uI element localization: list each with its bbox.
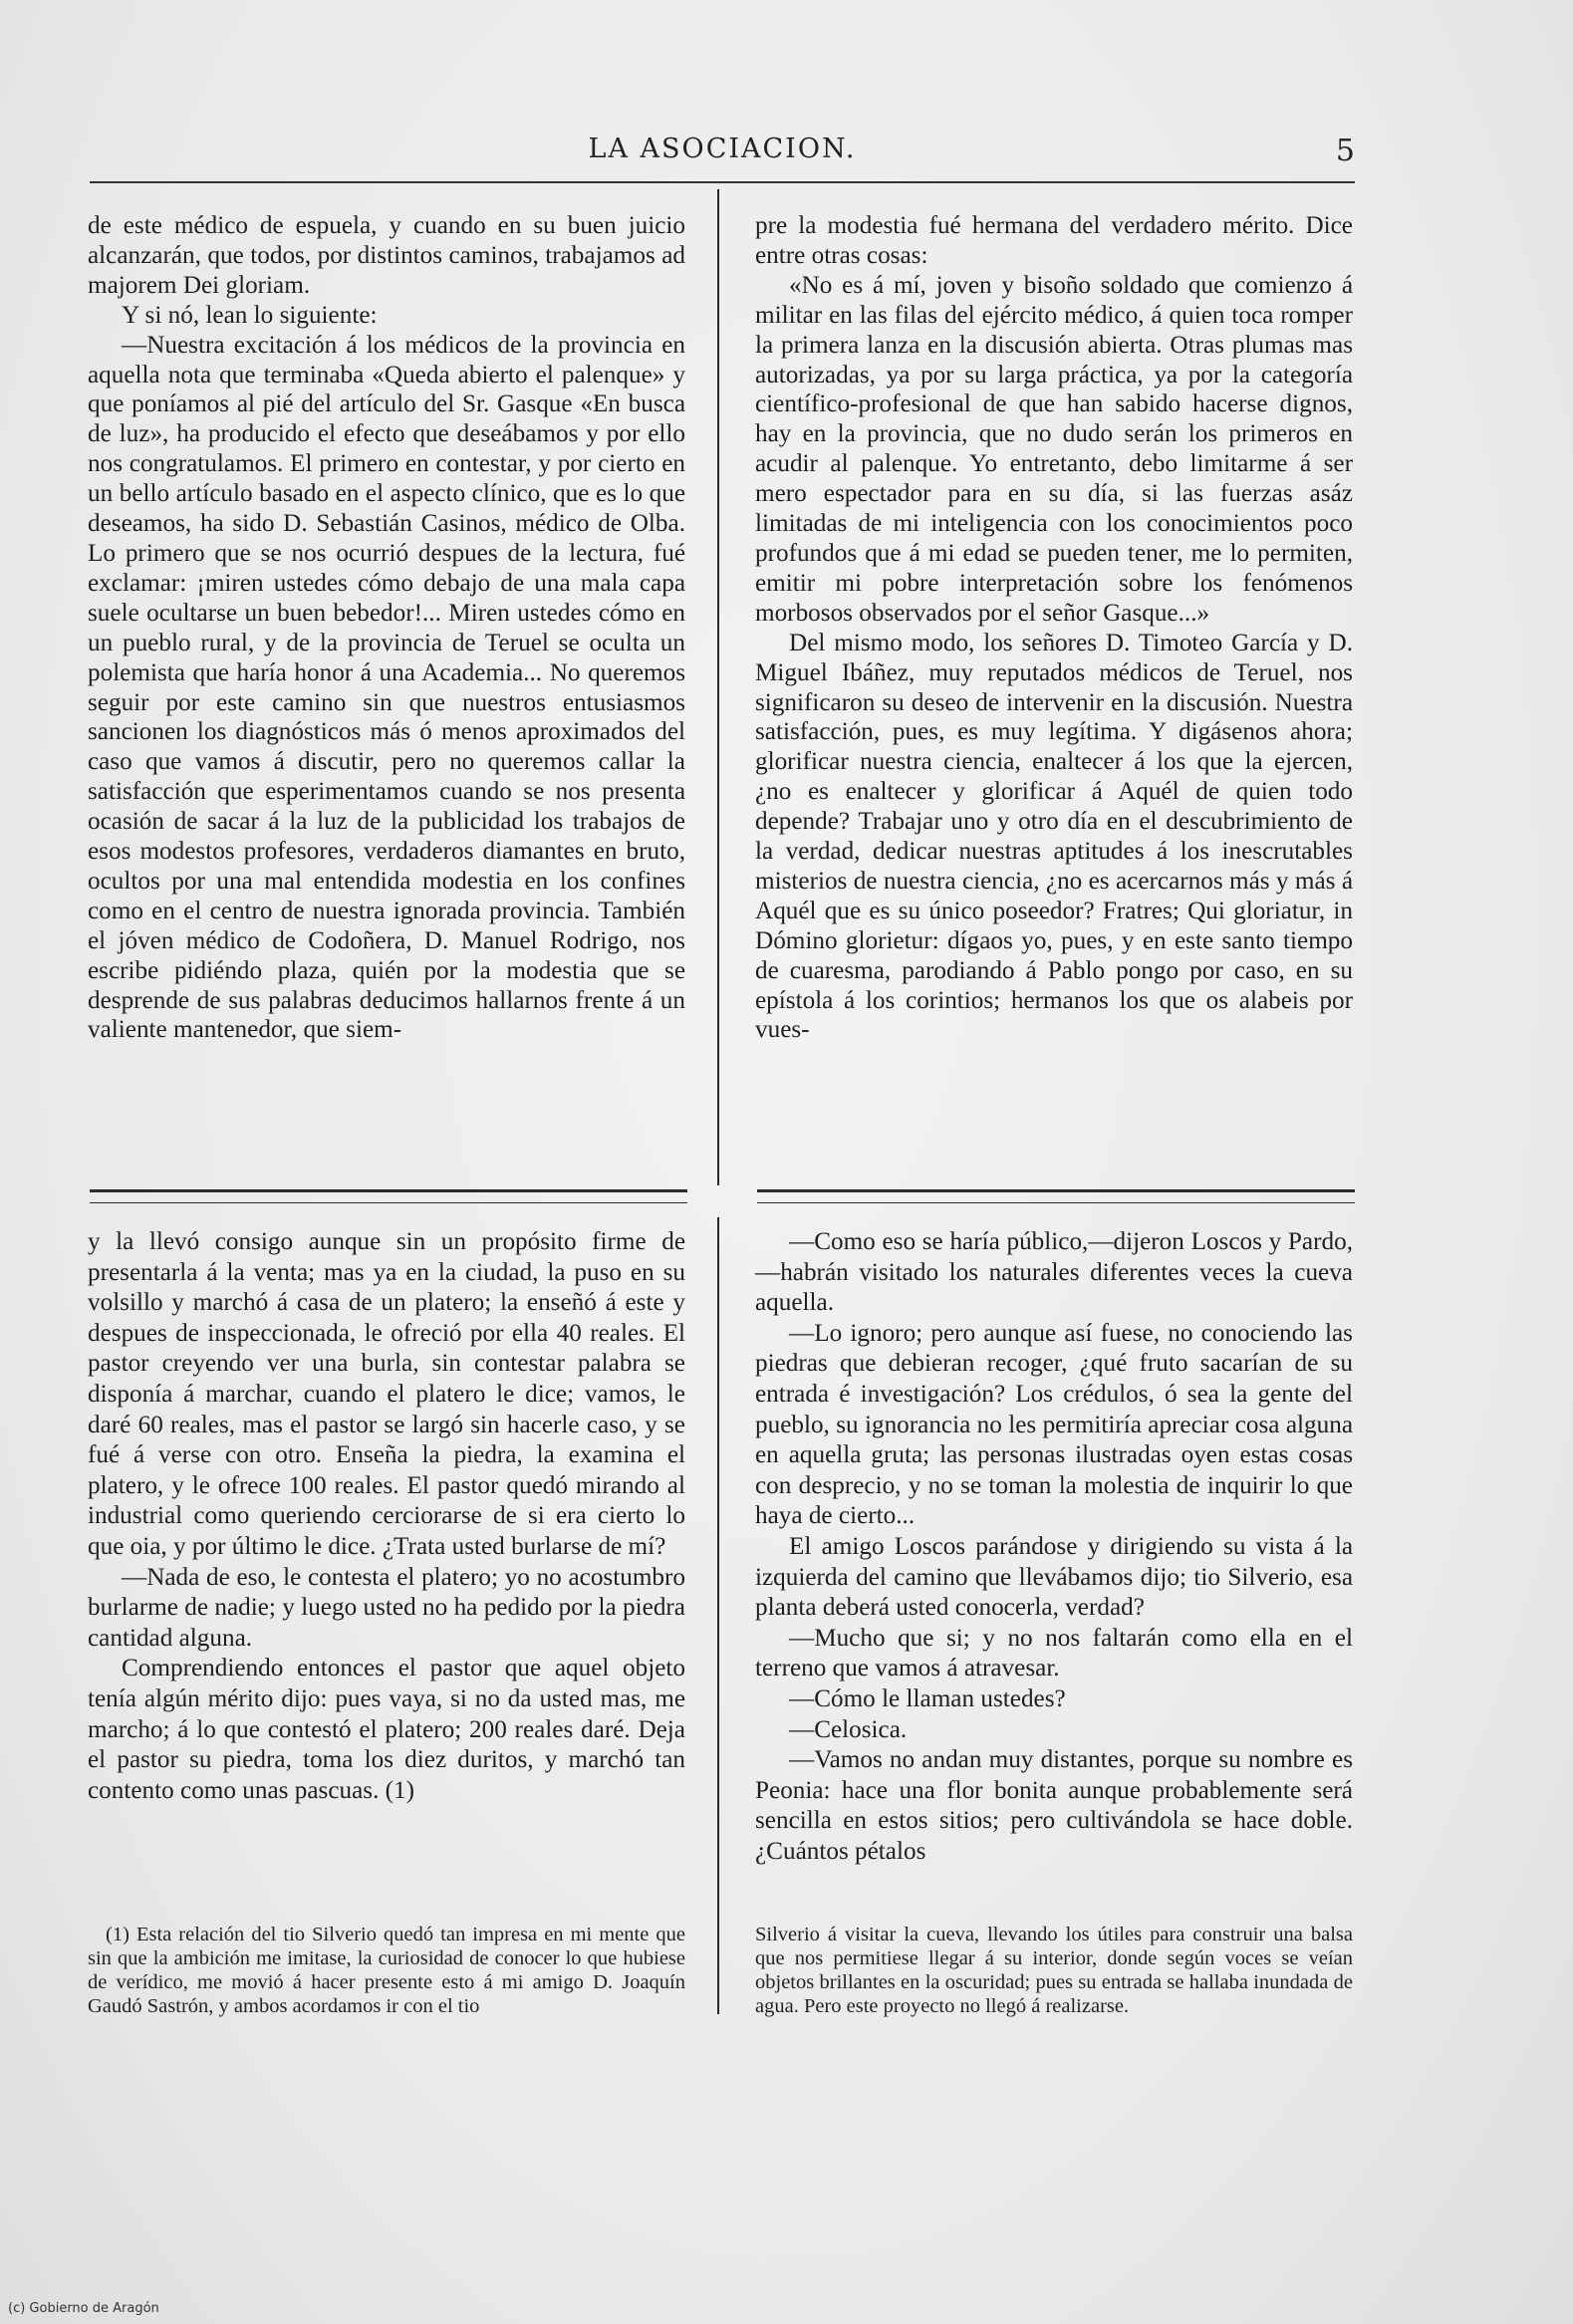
section-separator-right: [757, 1189, 1355, 1203]
paragraph: Del mismo modo, los señores D. Timoteo García y D. Miguel Ibáñez, muy reputados médicos de Teruel, nos significaron su deseo de intervenir en la discusión. Nuestra satisfacción, pues, es muy legítima. Y digásenos ahora; glorificar nuestra ciencia, enaltecer á los que la ejercen, ¿no es enaltecer y glorificar á Aquél de quien todo depende? Trabajar uno y otro día en el descubrimiento de la verdad, dedicar nuestras aptitudes á los inescrutables misterios de nuestra ciencia, ¿no es acercarnos más y más á Aquél que es su único poseedor? Fratres; Qui gloriatur, in Dómino glorietur: dígaos yo, pues, y en este santo tiempo de cuaresma, parodiando á Pablo pongo por caso, en su epístola á los corintios; hermanos los que os alabeis por vues-: [755, 629, 1353, 1044]
paragraph: —Nada de eso, le contesta el platero; yo no acostumbro burlarme de nadie; y luego usted no ha pedido por la piedra cantidad alguna.: [88, 1563, 685, 1652]
paragraph: —Como eso se haría público,—dijeron Loscos y Pardo,—habrán visitado los naturales diferentes veces la cueva aquella.: [755, 1228, 1353, 1317]
running-title: LA ASOCIACION.: [588, 133, 857, 164]
paragraph: Comprendiendo entonces el pastor que aquel objeto tenía algún mérito dijo: pues vaya, si no da usted mas, me marcho; á lo que contestó el platero; 200 reales daré. Deja el pastor su piedra, toma los diez duritos, y marchó tan contento como unas pascuas. (1): [88, 1655, 685, 1804]
copyright-credit: (c) Gobierno de Aragón: [8, 2301, 159, 2316]
column-divider-top: [717, 189, 719, 1185]
paragraph: Y si nó, lean lo siguiente:: [122, 301, 378, 329]
bottom-left-column: [88, 1227, 685, 1806]
paragraph: —Cómo le llaman ustedes?: [789, 1684, 1066, 1712]
paragraph: «No es á mí, joven y bisoño soldado que comienzo á militar en las filas del ejército médico, á quien toca romper la primera lanza en la discusión abierta. Otras plumas mas autorizadas, ya por su larga práctica, ya por la categoría científico-profesional de que han sabido hacerse dignos, hay en la provincia, que no dudo serán los primeros en acudir al palenque. Yo entretanto, debo limitarme á ser mero espectador para en su día, si las fuerzas asáz limitadas de mi inteligencia con los conocimientos poco profundos que á mi edad se pueden tener, me lo permiten, emitir mi pobre interpretación sobre los fenómenos morbosos observados por el señor Gasque...»: [755, 271, 1353, 627]
paragraph: —Mucho que si; y no nos faltarán como ella en el terreno que vamos á atravesar.: [755, 1624, 1353, 1682]
page-number: 5: [1335, 133, 1355, 168]
paragraph: y la llevó consigo aunque sin un propósito firme de presentarla á la venta; mas ya en la ciudad, la puso en su volsillo y marchó á casa de un platero; la enseñó á este y despues de inspeccionada, le ofreció por ella 40 reales. El pastor creyendo ver una burla, sin contestar palabra se disponía á marchar, cuando el platero le dice; vamos, le daré 60 reales, mas el pastor se largó sin hacerle caso, y se fué á verse con otro. Enseña la piedra, la examina el platero, y le ofrece 100 reales. El pastor quedó mirando al industrial como queriendo cerciorarse de si era cierto lo que oia, y por último le dice. ¿Trata usted burlarse de mí?: [88, 1228, 685, 1560]
paragraph: —Celosica.: [789, 1715, 908, 1743]
header-rule: [90, 181, 1355, 183]
section-separator-left: [90, 1189, 687, 1203]
page-header: [90, 129, 1355, 179]
column-divider-bottom: [717, 1217, 719, 2014]
footnote-left: (1) Esta relación del tio Silverio quedó tan impresa en mi mente que sin que la ambición me imitase, la curiosidad de conocer lo que hubiese de verídico, me movió á hacer presente esto á mi amigo D. Joaquín Gaudó Sastrón, y ambos acordamos ir con el tio: [88, 1924, 685, 2017]
top-right-column: [755, 211, 1353, 1045]
paragraph: El amigo Loscos parándose y dirigiendo su vista á la izquierda del camino que llevábamos dijo; tio Silverio, esa planta deberá usted conocerla, verdad?: [755, 1532, 1353, 1622]
paragraph: —Lo ignoro; pero aunque así fuese, no conociendo las piedras que debieran recoger, ¿qué fruto sacarían de su entrada é investigación? Los crédulos, ó sea la gente del pueblo, su ignorancia no les permitiría apreciar cosa alguna en aquella gruta; las personas ilustradas oyen estas cosas con desprecio, y no se toman la molestia de inquirir lo que haya de cierto...: [755, 1319, 1353, 1530]
footnote-right: Silverio á visitar la cueva, llevando los útiles para construir una balsa que nos permitiese llegar á su interior, donde según voces se veían objetos brillantes en la oscuridad; pues su entrada se hallaba inundada de agua. Pero este proyecto no llegó á realizarse.: [755, 1924, 1353, 2017]
paragraph: —Nuestra excitación á los médicos de la provincia en aquella nota que terminaba «Queda abierto el palenque» y que poníamos al pié del artículo del Sr. Gasque «En busca de luz», ha producido el efecto que deseábamos y por ello nos congratulamos. El primero en contestar, y por cierto en un bello artículo basado en el aspecto clínico, que es lo que deseamos, ha sido D. Sebastián Casinos, médico de Olba. Lo primero que se nos ocurrió despues de la lectura, fué exclamar: ¡miren ustedes cómo debajo de una mala capa suele ocultarse un buen bebedor!... Miren ustedes cómo en un pueblo rural, y de la provincia de Teruel se oculta un polemista que haría honor á una Academia... No queremos seguir por este camino sin que nuestros entusiasmos sancionen los diagnósticos más ó menos aproximados del caso que vamos á discutir, pero no queremos callar la satisfacción que esperimentamos cuando se nos presenta ocasión de sacar á la luz de la publicidad los trabajos de esos modestos profesores, verdaderos diamantes en bruto, ocultos por una mal entendida modestia en los confines como en el centro de nuestra ignorada provincia. También el jóven médico de Codoñera, D. Manuel Rodrigo, nos escribe pidiéndo plaza, quién por la modestia que se desprende de sus palabras deducimos hallarnos frente á un valiente mantenedor, que siem-: [88, 331, 685, 1044]
paragraph: —Vamos no andan muy distantes, porque su nombre es Peonia: hace una flor bonita aunque probablemente será sencilla en estos sitios; pero cultivándola se hace doble. ¿Cuántos pétalos: [755, 1746, 1353, 1865]
bottom-right-column: [755, 1227, 1353, 1867]
top-left-column: [88, 211, 685, 1045]
paragraph: de este médico de espuela, y cuando en su buen juicio alcanzarán, que todos, por distintos caminos, trabajamos ad majorem Dei gloriam.: [88, 212, 685, 299]
paragraph: pre la modestia fué hermana del verdadero mérito. Dice entre otras cosas:: [755, 212, 1353, 269]
